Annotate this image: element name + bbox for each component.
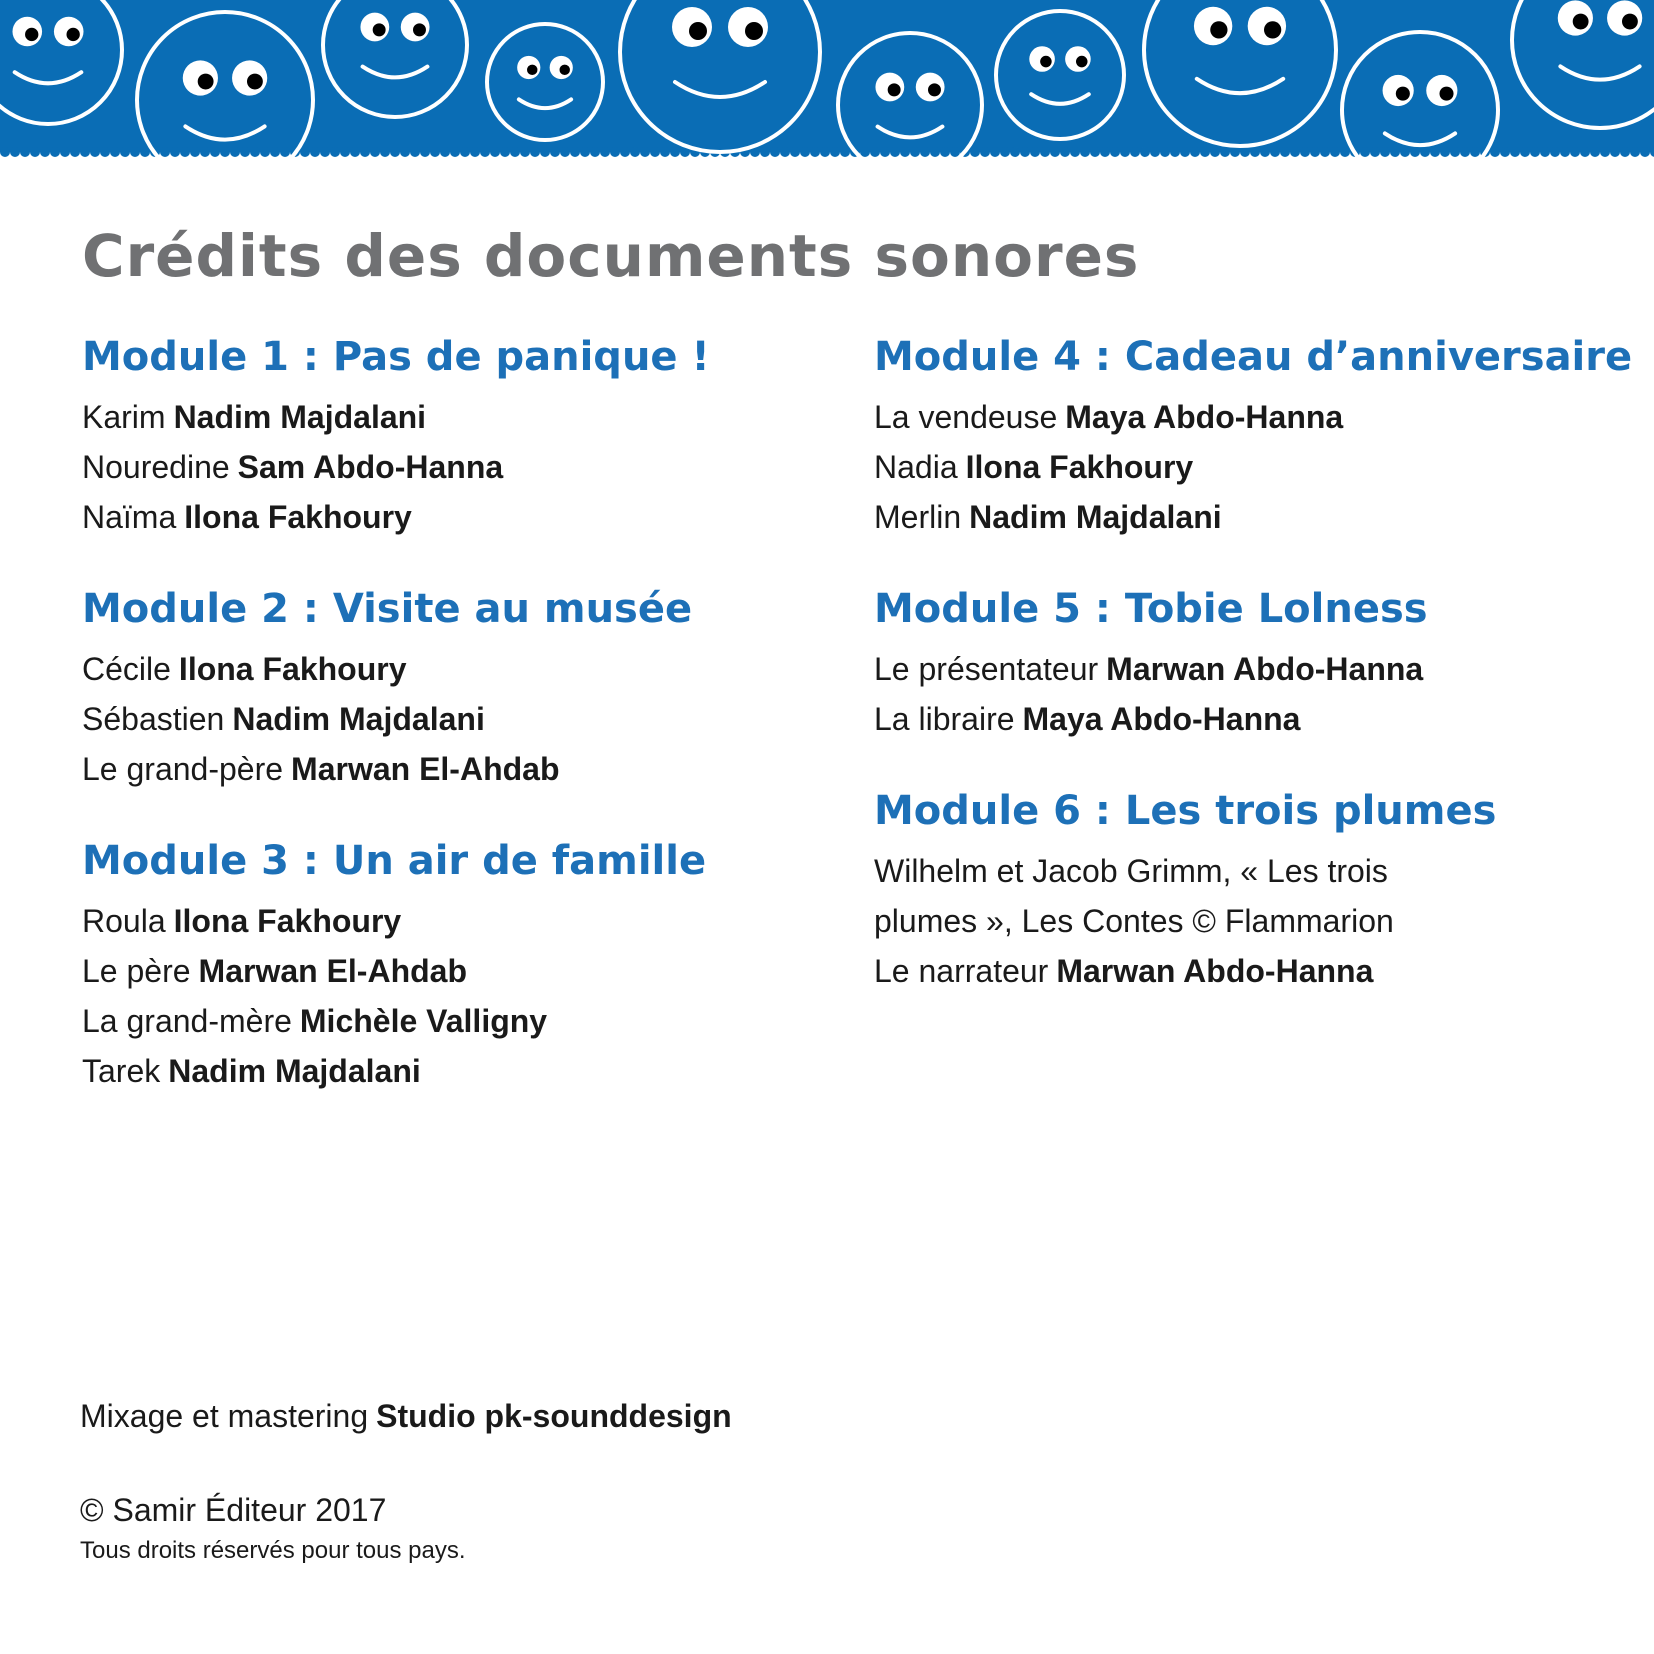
module-1 bbox=[82, 330, 842, 542]
role-name: Tarek bbox=[82, 1053, 161, 1089]
credit-line bbox=[874, 492, 1634, 542]
module-4-heading: Module 4 : Cadeau d’anniversaire bbox=[874, 334, 1633, 380]
credit-line bbox=[82, 896, 842, 946]
module-5-heading: Module 5 : Tobie Lolness bbox=[874, 586, 1428, 632]
actor-name: Nadim Majdalani bbox=[168, 1053, 421, 1089]
module-2-heading: Module 2 : Visite au musée bbox=[82, 586, 693, 632]
cartoon-faces-icon bbox=[0, 0, 1654, 160]
actor-name: Marwan Abdo-Hanna bbox=[1056, 953, 1374, 989]
module-3-heading: Module 3 : Un air de famille bbox=[82, 838, 707, 884]
actor-name: Marwan Abdo-Hanna bbox=[1106, 651, 1424, 687]
credit-line bbox=[82, 644, 842, 694]
role-name: Le grand-père bbox=[82, 751, 284, 787]
role-name: Merlin bbox=[874, 499, 962, 535]
module-2 bbox=[82, 582, 842, 794]
actor-name: Nadim Majdalani bbox=[232, 701, 485, 737]
role-name: Nouredine bbox=[82, 449, 230, 485]
source-citation-line: plumes », Les Contes © Flammarion bbox=[874, 903, 1394, 939]
mixing-label: Mixage et mastering bbox=[80, 1398, 369, 1434]
credit-line bbox=[82, 492, 842, 542]
credit-line bbox=[82, 442, 842, 492]
role-name: Le narrateur bbox=[874, 953, 1049, 989]
copyright-notice: © Samir Éditeur 2017 bbox=[80, 1492, 387, 1528]
role-name: Karim bbox=[82, 399, 166, 435]
actor-name: Marwan El-Ahdab bbox=[291, 751, 560, 787]
module-4 bbox=[874, 330, 1634, 542]
right-column bbox=[874, 330, 1634, 1036]
actor-name: Maya Abdo-Hanna bbox=[1022, 701, 1301, 737]
actor-name: Ilona Fakhoury bbox=[178, 651, 407, 687]
role-name: Naïma bbox=[82, 499, 177, 535]
actor-name: Michèle Valligny bbox=[299, 1003, 548, 1039]
actor-name: Nadim Majdalani bbox=[969, 499, 1222, 535]
mixing-credit bbox=[80, 1398, 732, 1435]
role-name: Cécile bbox=[82, 651, 171, 687]
module-3 bbox=[82, 834, 842, 1096]
role-name: Le père bbox=[82, 953, 191, 989]
module-5 bbox=[874, 582, 1634, 744]
role-name: Nadia bbox=[874, 449, 958, 485]
actor-name: Sam Abdo-Hanna bbox=[237, 449, 504, 485]
credit-line bbox=[874, 644, 1634, 694]
module-1-heading: Module 1 : Pas de panique ! bbox=[82, 334, 710, 380]
actor-name: Maya Abdo-Hanna bbox=[1065, 399, 1344, 435]
left-column bbox=[82, 330, 842, 1136]
actor-name: Marwan El-Ahdab bbox=[198, 953, 467, 989]
module-6 bbox=[874, 784, 1634, 996]
credit-line bbox=[82, 392, 842, 442]
credit-line bbox=[82, 946, 842, 996]
role-name: Roula bbox=[82, 903, 166, 939]
credit-line bbox=[82, 744, 842, 794]
actor-name: Nadim Majdalani bbox=[173, 399, 427, 435]
role-name: La libraire bbox=[874, 701, 1015, 737]
source-citation-line: Wilhelm et Jacob Grimm, « Les trois bbox=[874, 853, 1388, 889]
credit-line bbox=[874, 442, 1634, 492]
actor-name: Ilona Fakhoury bbox=[173, 903, 402, 939]
mixing-studio: Studio pk-sounddesign bbox=[376, 1398, 732, 1434]
role-name: Le présentateur bbox=[874, 651, 1099, 687]
page-title: Crédits des documents sonores bbox=[82, 222, 1140, 290]
role-name: Sébastien bbox=[82, 701, 225, 737]
role-name: La grand-mère bbox=[82, 1003, 292, 1039]
cartoon-faces-banner bbox=[0, 0, 1654, 160]
credit-line bbox=[874, 694, 1634, 744]
credit-line bbox=[874, 946, 1634, 996]
credit-line bbox=[82, 996, 842, 1046]
actor-name: Ilona Fakhoury bbox=[965, 449, 1194, 485]
credit-line bbox=[874, 392, 1634, 442]
actor-name: Ilona Fakhoury bbox=[184, 499, 412, 535]
credit-line bbox=[82, 1046, 842, 1096]
module-6-heading: Module 6 : Les trois plumes bbox=[874, 788, 1497, 834]
role-name: La vendeuse bbox=[874, 399, 1058, 435]
rights-notice: Tous droits réservés pour tous pays. bbox=[80, 1537, 466, 1564]
credit-line bbox=[82, 694, 842, 744]
